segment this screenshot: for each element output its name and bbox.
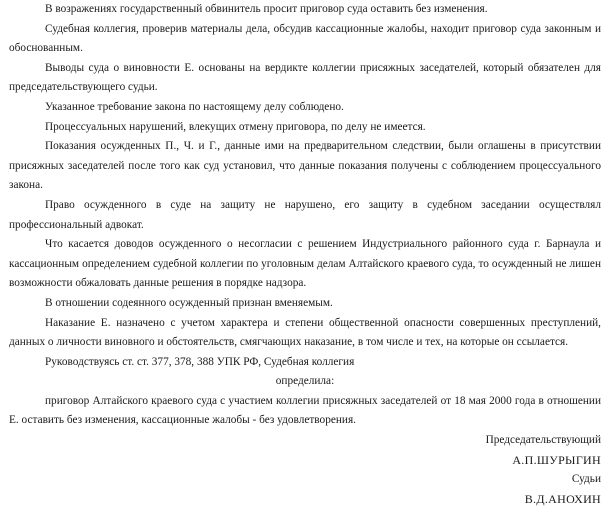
paragraph-objections: В возражениях государственный обвинитель просит приговор суда оставить без изменения. <box>45 3 488 15</box>
paragraph-collegium-review: Судебная коллегия, проверив материалы дела, обсудив кассационные жалобы, находит приговор суда законным и обоснованным. <box>9 22 601 55</box>
paragraph-right-to-defense: Право осужденного в суде на защиту не нарушено, его защиту в судебном заседании осуществлял профессиональный адвокат. <box>9 198 601 231</box>
judges-title: Судьи <box>571 473 601 486</box>
paragraph-testimony: Показания осужденных П., Ч. и Г., данные ими на предварительном следствии, были оглашены в присутствии присяжных заседателей после того как суд установил, что данные показания получены с соблюдением процессуального закона. <box>9 140 601 192</box>
paragraph-no-violations: Процессуальных нарушений, влекущих отмену приговора, по делу не имеется. <box>45 120 426 133</box>
paragraph-verdict-basis: Выводы суда о виновности Е. основаны на вердикте коллегии присяжных заседателей, который обязателен для председательствующего судьи. <box>9 61 601 94</box>
determined-heading: определила: <box>275 375 335 388</box>
paragraph-law-observed: Указанное требование закона по настоящему делу соблюдено. <box>45 100 344 113</box>
presiding-judge-name: А.П.ШУРЫГИН <box>512 452 601 467</box>
paragraph-legal-basis: Руководствуясь ст. ст. 377, 378, 388 УПК РФ, Судебная коллегия <box>45 355 355 368</box>
paragraph-sanity: В отношении содеянного осужденный признан вменяемым. <box>45 296 333 309</box>
paragraph-punishment: Наказание Е. назначено с учетом характера и степени общественной опасности совершенных преступлений, данных о личности виновного и обстоятельств, смягчающих наказание, в том числе и тех, на которые он ссылается. <box>9 316 601 349</box>
presiding-title: Председательствующий <box>485 434 601 447</box>
ruling-paragraph: приговор Алтайского краевого суда с участием коллегии присяжных заседателей от 18 мая 2000 года в отношении Е. оставить без изменения, кассационные жалобы - без удовлетворения. <box>9 394 601 427</box>
paragraph-appeal-arguments: Что касается доводов осужденного о несогласии с решением Индустриального районного суда г. Барнаула и кассационным определением судебной коллегии по уголовным делам Алтайского краевого суда, то осужденный не лишен возможности обжаловать данные решения в порядке надзора. <box>9 238 601 290</box>
judge-name: В.Д.АНОХИН <box>524 491 601 506</box>
